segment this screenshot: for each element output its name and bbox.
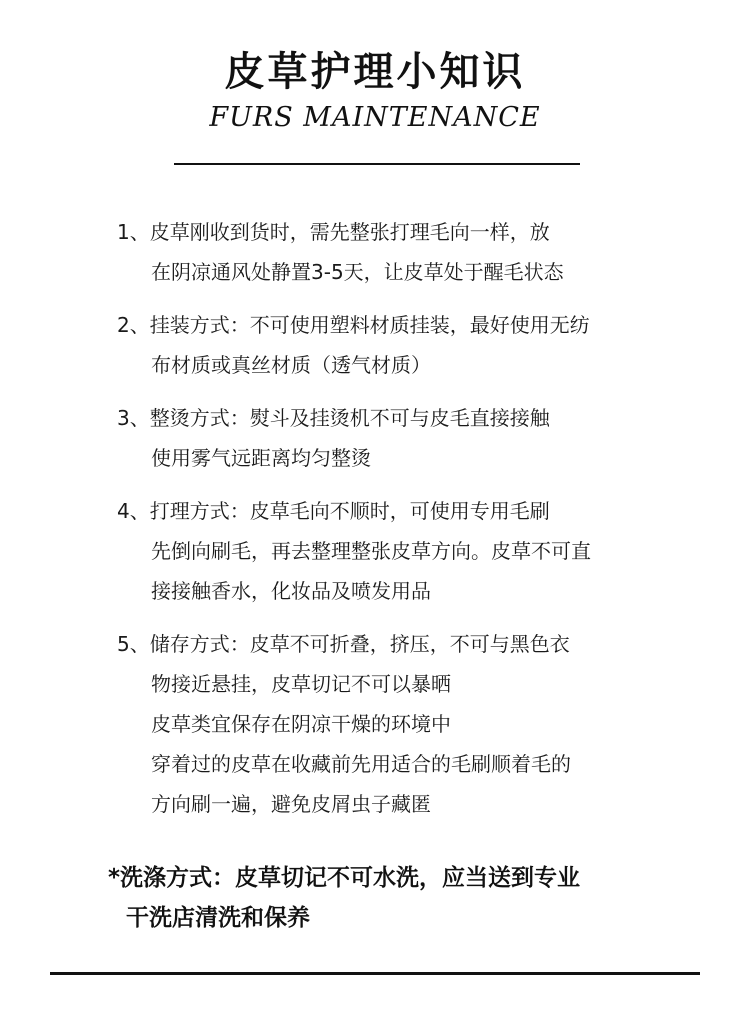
care-tip-line: 先倒向刷毛，再去整理整张皮草方向。皮草不可直 (151, 539, 591, 563)
care-tip-line: 3、整烫方式：熨斗及挂烫机不可与皮毛直接接触 (117, 406, 550, 430)
care-tips-list (117, 212, 677, 837)
care-tip-line: 物接近悬挂，皮草切记不可以暴晒 (151, 672, 451, 696)
care-tip-line: 4、打理方式：皮草毛向不顺时，可使用专用毛刷 (117, 499, 550, 523)
care-tip-2 (117, 305, 677, 385)
care-tip-3 (117, 398, 677, 478)
care-tip-line: 使用雾气远距离均匀整烫 (151, 446, 371, 470)
care-tip-line: 1、皮草刚收到货时，需先整张打理毛向一样，放 (117, 220, 550, 244)
care-tip-line: 2、挂装方式：不可使用塑料材质挂装，最好使用无纺 (117, 313, 590, 337)
care-tip-4 (117, 491, 677, 611)
page-subtitle: FURS MAINTENANCE (209, 102, 541, 133)
care-tip-line: 方向刷一遍，避免皮屑虫子藏匿 (151, 792, 431, 816)
care-tip-1 (117, 212, 677, 292)
washing-note (108, 858, 708, 938)
care-tip-line: 在阴凉通风处静置3-5天，让皮草处于醒毛状态 (151, 260, 564, 284)
bottom-divider (50, 972, 700, 975)
care-tip-line: 布材质或真丝材质（透气材质） (151, 353, 431, 377)
title-divider (174, 163, 580, 165)
washing-note-line: *洗涤方式：皮草切记不可水洗，应当送到专业 (108, 865, 581, 891)
page-title: 皮草护理小知识 (224, 49, 526, 95)
care-tip-line: 接接触香水，化妆品及喷发用品 (151, 579, 431, 603)
care-tip-line: 5、储存方式：皮草不可折叠，挤压，不可与黑色衣 (117, 632, 570, 656)
washing-note-line: 干洗店清洗和保养 (126, 905, 310, 931)
care-tip-line: 穿着过的皮草在收藏前先用适合的毛刷顺着毛的 (151, 752, 571, 776)
care-tip-5 (117, 624, 677, 824)
care-tip-line: 皮草类宜保存在阴凉干燥的环境中 (151, 712, 451, 736)
